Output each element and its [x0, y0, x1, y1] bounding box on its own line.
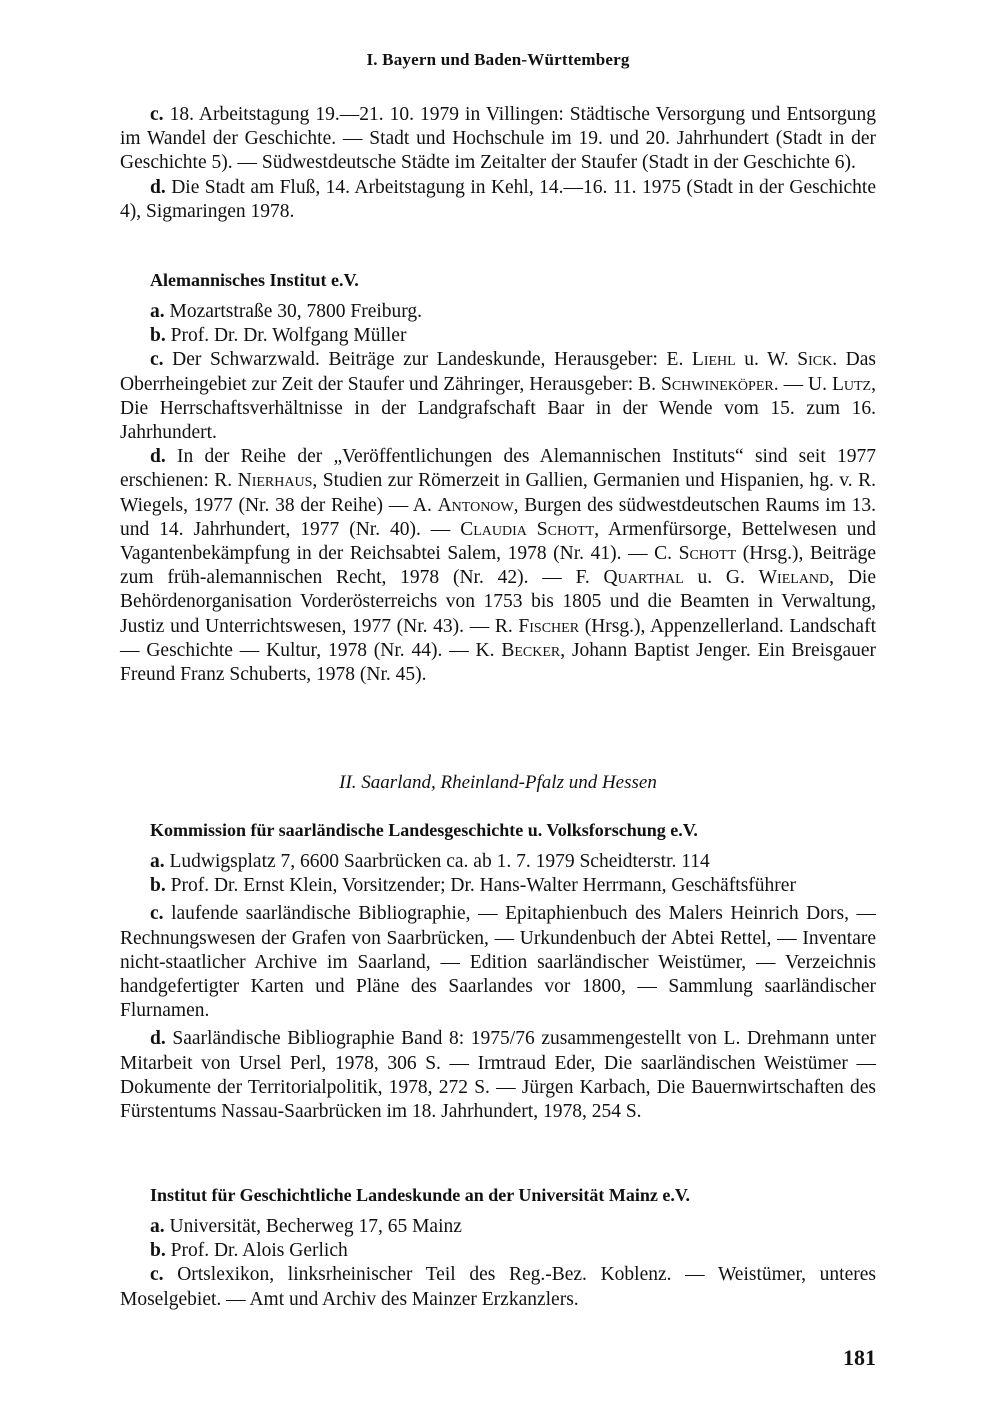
entry-c	[120, 348, 876, 445]
entry-label: b.	[150, 875, 166, 897]
page-number: 181	[843, 1345, 876, 1370]
entry-d	[120, 445, 876, 687]
entry-text: . Das Oberrheingebiet zur Zeit der Staufer und Zähringer, Herausgeber: B.	[120, 349, 877, 395]
entry-label: c.	[150, 903, 164, 925]
entry-label: b.	[150, 1240, 166, 1262]
entry-text: , Die Herrschaftsverhältnisse in der Landgrafschaft Baar in der Wende vom 15. zum 16. Jahrhundert.	[120, 373, 876, 444]
entry-text: , Johann Baptist Jenger. Ein Breisgauer Freund Franz Schuberts, 1978 (Nr. 45).	[120, 639, 877, 686]
running-head: I. Bayern und Baden-Württemberg	[366, 50, 630, 69]
institution-heading: Institut für Geschichtliche Landeskunde an der Universität Mainz e.V.	[150, 1185, 691, 1205]
entry-text: Prof. Dr. Dr. Wolfgang Müller	[170, 325, 407, 347]
author-name: Claudia Schott	[460, 518, 595, 540]
author-name: Becker	[501, 639, 561, 661]
entry-text: Die Stadt am Fluß, 14. Arbeitstagung in Kehl, 14.—16. 11. 1975 (Stadt in der Geschichte 4), Sigmaringen 1978.	[120, 176, 876, 222]
entry-text: u. G.	[683, 567, 759, 589]
institution-heading: Kommission für saarländische Landesgeschichte u. Volksforschung e.V.	[150, 820, 698, 840]
entry-block-stadt	[120, 103, 876, 224]
author-name: Lutz	[831, 373, 872, 395]
entry-text: u. W.	[735, 349, 798, 371]
entry-text: Saarländische Bibliographie Band 8: 1975/76 zusammengestellt von L. Drehmann unter Mitarbeit von Ursel Perl, 1978, 306 S. — Irmtraud Eder, Die saarländischen Weistümer — Dokumente der Territorialpolitik, 1978, 272 S. — Jürgen Karbach, Die Bauernwirtschaften des Fürstentums Nassau-Saarbrücken im 18. Jahrhundert, 1978, 254 S.	[120, 1028, 876, 1123]
entry-b	[120, 1239, 876, 1263]
entry-text: Der Schwarzwald. Beiträge zur Landeskunde, Herausgeber: E.	[172, 349, 692, 371]
entry-text: Mozartstraße 30, 7800 Freiburg.	[169, 301, 423, 322]
author-name: Antonow	[437, 494, 514, 516]
section-title: II. Saarland, Rheinland-Pfalz und Hessen	[339, 772, 657, 793]
entry-text: Ortslexikon, linksrheinischer Teil des Reg.-Bez. Koblenz. — Weistümer, unteres Moselgebiet. — Amt und Archiv des Mainzer Erzkanzlers.	[120, 1264, 876, 1310]
entry-text: (Hrsg.), Appenzellerland. Landschaft — Geschichte — Kultur, 1978 (Nr. 44). — K.	[120, 615, 876, 661]
entry-text: , Studien zur Römerzeit in Gallien, Germanien und Hispanien, hg. v. R. Wiegels, 1977 (Nr. 38 der Reihe) — A.	[120, 470, 876, 516]
entry-label: c.	[150, 349, 164, 371]
entry-text: In der Reihe der „Veröffentlichungen des Alemannischen Instituts“ sind seit 1977 erschienen: R.	[120, 446, 877, 492]
institution-mainz	[120, 1183, 876, 1312]
author-name: Fischer	[518, 615, 580, 637]
institution-alemannisches	[120, 268, 876, 687]
entry-label: c.	[150, 1264, 164, 1286]
entry-text: , Armenfürsorge, Bettelwesen und Vagantenbekämpfung in der Reichsabtei Salem, 1978 (Nr. 41). — C.	[120, 518, 877, 565]
entry-b	[120, 324, 876, 348]
page	[120, 0, 876, 1419]
author-name: Nierhaus	[237, 470, 313, 492]
entry-label: a.	[150, 851, 165, 872]
entry-d	[120, 1027, 876, 1124]
entry-c	[120, 902, 876, 1023]
entry-text: laufende saarländische Bibliographie, — Epitaphienbuch des Malers Heinrich Dors, — Rechnungswesen der Grafen von Saarbrücken, — Urkundenbuch der Abtei Rettel, — Inventare nicht-staatlicher Archive im Saarland, — Edition saarländischer Weistümer, — Verzeichnis handgefertigter Karten und Pläne des Saarlandes vor 1800, — Sammlung saarländischer Flurnamen.	[120, 903, 877, 1022]
author-name: Quarthal	[603, 567, 684, 589]
entry-a	[120, 1215, 876, 1239]
institution-heading: Alemannisches Institut e.V.	[150, 270, 359, 290]
entry-a	[120, 300, 876, 324]
entry-label: d.	[150, 176, 166, 198]
author-name: Liehl	[691, 349, 736, 371]
entry-text: . — U.	[773, 373, 832, 395]
entry-c	[120, 1263, 876, 1311]
entry-label: a.	[150, 1216, 165, 1237]
author-name: Schott	[678, 543, 737, 565]
entry-text: Universität, Becherweg 17, 65 Mainz	[169, 1216, 462, 1237]
entry-text: 18. Arbeitstagung 19.—21. 10. 1979 in Villingen: Städtische Versorgung und Entsorgung im Wandel der Geschichte. — Stadt und Hochschule im 19. und 20. Jahrhundert (Stadt in der Geschichte 5). — Südwestdeutsche Städte im Zeitalter der Staufer (Stadt in der Geschichte 6).	[120, 104, 877, 174]
entry-text: , Burgen des südwestdeutschen Raums im 13. und 14. Jahrhundert, 1977 (Nr. 40). —	[120, 494, 876, 540]
author-name: Sick	[797, 349, 833, 371]
entry-b	[120, 874, 876, 898]
entry-text: (Hrsg.), Beiträge zum früh-alemannischen Recht, 1978 (Nr. 42). — F.	[120, 543, 877, 589]
entry-c	[120, 103, 876, 176]
entry-text: Prof. Dr. Ernst Klein, Vorsitzender; Dr. Hans-Walter Herrmann, Geschäftsführer	[170, 875, 796, 897]
entry-label: d.	[150, 1028, 166, 1050]
author-name: Wieland	[758, 567, 830, 589]
entry-text: Prof. Dr. Alois Gerlich	[170, 1240, 348, 1262]
entry-label: a.	[150, 301, 165, 322]
institution-kommission	[120, 818, 876, 1124]
entry-a	[120, 850, 876, 874]
entry-label: d.	[150, 446, 166, 468]
entry-text: Ludwigsplatz 7, 6600 Saarbrücken ca. ab 1. 7. 1979 Scheidterstr. 114	[169, 851, 710, 872]
entry-label: c.	[150, 104, 164, 125]
entry-d	[120, 176, 876, 224]
entry-text: , Die Behördenorganisation Vorderösterreichs von 1753 bis 1805 und die Beamten in Verwaltung, Justiz und Unterrichtswesen, 1977 (Nr. 43). — R.	[120, 567, 876, 637]
author-name: Schwineköper	[660, 373, 774, 395]
entry-label: b.	[150, 325, 166, 347]
